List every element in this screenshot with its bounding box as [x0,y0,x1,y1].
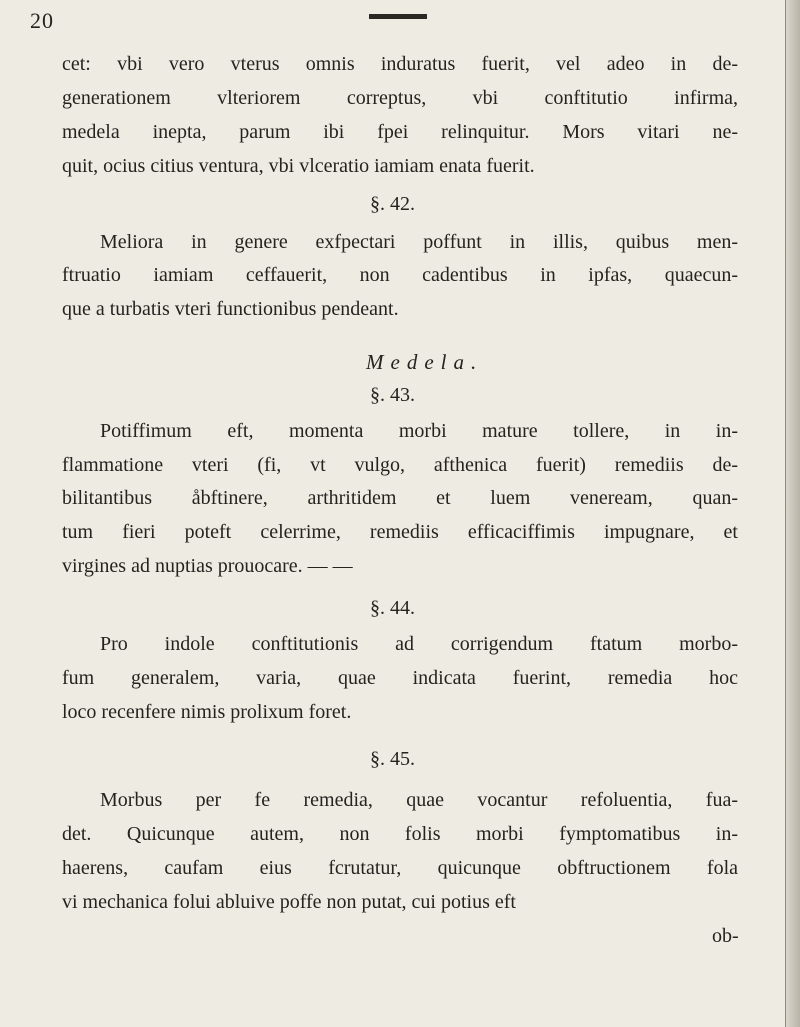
text-line: generationem vlteriorem correptus, vbi conftitutio infirma, [62,87,738,109]
text-line: Pro indole conftitutionis ad corrigendum ftatum morbo- [100,633,738,655]
text-line: bilitantibus åbftinere, arthritidem et luem veneream, quan- [62,487,738,509]
text-line: medela inepta, parum ibi fpei relinquitur. Mors vitari ne- [62,121,738,143]
text-line: haerens, caufam eius fcrutatur, quicunque obftructionem fola [62,857,738,879]
page-number: 20 [30,8,54,33]
text-line: cet: vbi vero vterus omnis induratus fuerit, vel adeo in de- [62,53,738,75]
section-number: §. 44. [370,597,415,619]
section-number: §. 43. [370,384,415,406]
text-line: loco recenfere nimis prolixum foret. [62,701,352,723]
section-heading: Medela. [366,350,484,374]
text-line: quit, ocius citius ventura, vbi vlceratio iamiam enata fuerit. [62,155,535,177]
text-line: flammatione vteri (fi, vt vulgo, afthenica fuerit) remediis de- [62,454,738,476]
section-number: §. 45. [370,748,415,770]
section-number: §. 42. [370,193,415,215]
text-line: tum fieri poteft celerrime, remediis efficaciffimis impugnare, et [62,521,738,543]
text-line: virgines ad nuptias prouocare. — — [62,555,353,577]
text-line: ftruatio iamiam ceffauerit, non cadentibus in ipfas, quaecun- [62,264,738,286]
text-line: Potiffimum eft, momenta morbi mature tollere, in in- [100,420,738,442]
text-line: Morbus per fe remedia, quae vocantur refoluentia, fua- [100,789,738,811]
catchword: ob- [712,925,739,947]
text-line: que a turbatis vteri functionibus pendeant. [62,298,399,320]
text-line: fum generalem, varia, quae indicata fuerint, remedia hoc [62,667,738,689]
page-edge [785,0,800,1027]
text-line: Meliora in genere exfpectari poffunt in illis, quibus men- [100,231,738,253]
header-ornament-rule [369,14,427,19]
text-line: det. Quicunque autem, non folis morbi fymptomatibus in- [62,823,738,845]
text-line: vi mechanica folui abluive poffe non putat, cui potius eft [62,891,516,913]
